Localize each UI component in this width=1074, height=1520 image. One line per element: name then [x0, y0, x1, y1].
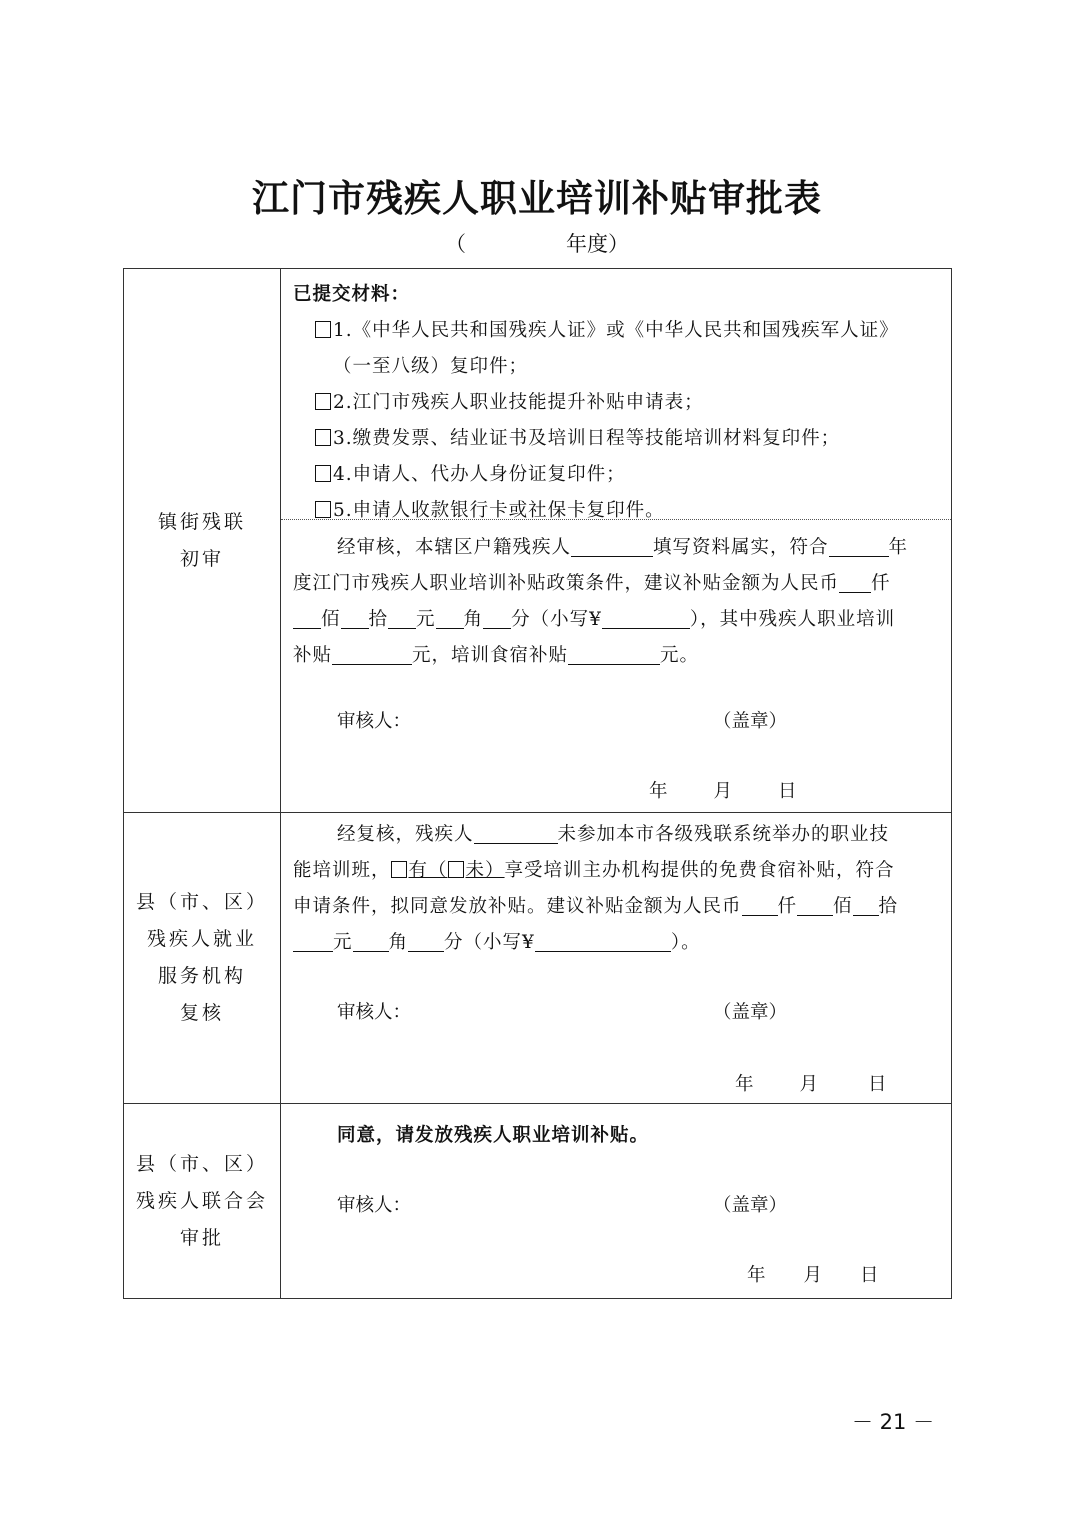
amount-lower-field[interactable] [602, 606, 690, 629]
review-line-4: 元 角 分（小写¥ ）。 [293, 925, 941, 961]
review-line-1: 经审核，本辖区户籍残疾人 填写资料属实，符合 年 [293, 530, 941, 566]
approval-block [281, 1104, 951, 1294]
material-item-5[interactable]: 5.申请人收款银行卡或社保卡复印件。 [293, 493, 941, 529]
seal-label: （盖章） [713, 1002, 788, 1023]
checkbox[interactable] [315, 393, 331, 410]
section-content [281, 813, 952, 1104]
amount-field[interactable] [853, 893, 879, 916]
review-line-1: 经复核，残疾人 未参加本市各级残联系统举办的职业技 [293, 817, 941, 853]
checkbox[interactable] [315, 501, 331, 518]
reviewer-label: 审核人： [337, 1002, 412, 1023]
materials-block [281, 269, 951, 519]
reviewer-label: 审核人： [337, 1195, 412, 1216]
material-item-4[interactable]: 4.申请人、代办人身份证复印件； [293, 457, 941, 493]
review-line-3: 申请条件，拟同意发放补贴。建议补贴金额为人民币 仟 佰 拾 [293, 889, 941, 925]
seal-label: （盖章） [713, 1195, 788, 1216]
amount-field[interactable] [742, 893, 778, 916]
review-line-4: 补贴 元，培训食宿补贴 元。 [293, 638, 941, 674]
checkbox-no[interactable] [448, 861, 464, 878]
amount-field[interactable] [797, 893, 833, 916]
label-text: 镇街残联 [157, 510, 246, 533]
approval-table [123, 268, 952, 1299]
review-line-2: 度江门市残疾人职业培训补贴政策条件，建议补贴金额为人民币 仟 [293, 566, 941, 602]
material-item-1-cont: （一至八级）复印件； [333, 356, 529, 377]
approve-text: 同意，请发放残疾人职业培训补贴。 [337, 1125, 650, 1146]
amount-field[interactable] [341, 606, 369, 629]
material-item-1[interactable]: 1.《中华人民共和国残疾人证》或《中华人民共和国残疾军人证》 [293, 313, 941, 349]
date-row: 年 月 日 [735, 1074, 887, 1095]
name-field[interactable] [571, 534, 653, 557]
year-open: （ [445, 232, 466, 256]
reviewer-row [293, 704, 941, 740]
year-line [0, 228, 1074, 258]
section-town-review [124, 269, 952, 813]
date-row: 年 月 日 [649, 781, 797, 802]
reviewer-row [293, 995, 941, 1031]
year-field[interactable] [829, 534, 889, 557]
review-block [281, 519, 951, 810]
date-row: 年 月 日 [747, 1265, 879, 1286]
reviewer-row [293, 1188, 941, 1224]
amount-field[interactable] [408, 929, 444, 952]
checkbox-yes[interactable] [391, 861, 407, 878]
amount-field[interactable] [293, 929, 333, 952]
review-line-2: 能培训班， 有（ 未）享受培训主办机构提供的免费食宿补贴，符合 [293, 860, 895, 881]
section-label: 县（市、区） 残疾人就业 服务机构 复核 [124, 813, 281, 1104]
reviewer-label: 审核人： [337, 711, 412, 732]
material-item-3[interactable]: 3.缴费发票、结业证书及培训日程等技能培训材料复印件； [293, 421, 941, 457]
materials-heading: 已提交材料： [293, 284, 411, 305]
checkbox[interactable] [315, 321, 331, 338]
amount-field[interactable] [483, 606, 511, 629]
amount-field[interactable] [839, 570, 871, 593]
form-title: 江门市残疾人职业培训补贴审批表 [252, 176, 822, 220]
review-block [281, 813, 951, 1103]
year-label: 年度） [566, 232, 629, 256]
section-federation-approval [124, 1104, 952, 1299]
amount-field[interactable] [388, 606, 416, 629]
page-number: － 21 － [852, 1410, 935, 1434]
subsidy-field[interactable] [332, 642, 412, 665]
review-line-3: 佰 拾 元 角 分（小写¥ ），其中残疾人职业培训 [293, 602, 941, 638]
amount-field[interactable] [353, 929, 389, 952]
section-label: 县（市、区） 残疾人联合会 审批 [124, 1104, 281, 1299]
name-field[interactable] [474, 821, 558, 844]
material-item-2[interactable]: 2.江门市残疾人职业技能提升补贴申请表； [293, 385, 941, 421]
section-content [281, 1104, 952, 1299]
checkbox[interactable] [315, 429, 331, 446]
label-text: 初审 [179, 547, 224, 570]
amount-lower-field[interactable] [535, 929, 671, 952]
lodging-subsidy-field[interactable] [568, 642, 660, 665]
amount-field[interactable] [436, 606, 464, 629]
amount-field[interactable] [293, 606, 321, 629]
section-employment-review [124, 813, 952, 1104]
section-label [124, 269, 281, 813]
section-content [281, 269, 952, 813]
seal-label: （盖章） [713, 711, 788, 732]
checkbox[interactable] [315, 465, 331, 482]
